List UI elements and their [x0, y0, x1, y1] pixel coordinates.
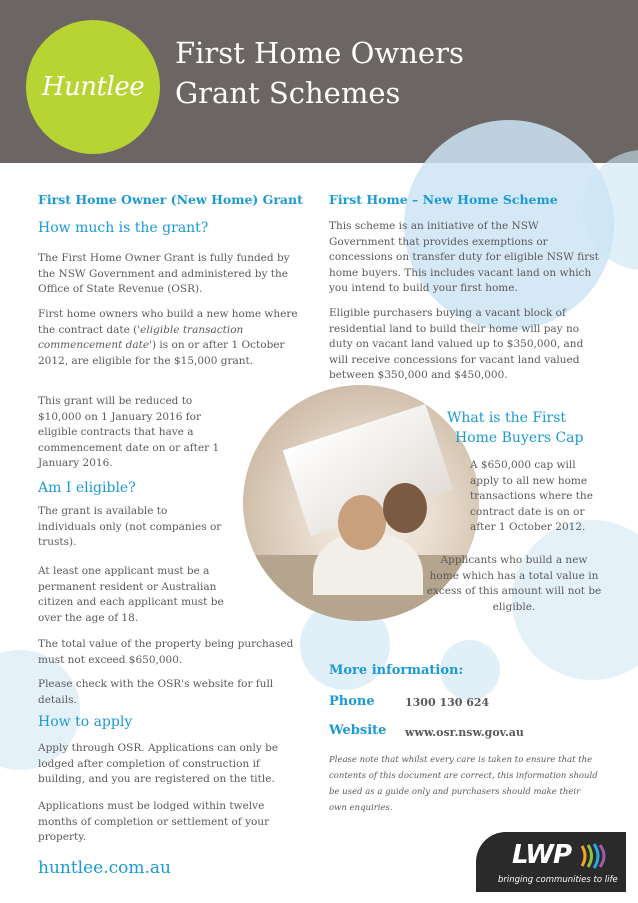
disclaimer: Please note that whilst every care is taken to ensure that the contents of this document are correct, this information should be used as a guide only and purchasers should make their own enquiries.: [329, 755, 598, 813]
lwp-logo: [476, 832, 626, 892]
subheading-how-to-apply: How to apply: [38, 714, 133, 730]
page-title-line-1: First Home Owners: [175, 36, 464, 70]
lwp-logo-text: LWP: [512, 840, 572, 870]
paragraph-excess: Applicants who build a new home which has a total value in excess of this amount will not be eligible.: [426, 554, 602, 613]
lwp-swoosh-icon: [578, 842, 608, 870]
paragraph-individuals: The grant is available to individuals only (not companies or trusts).: [38, 505, 222, 548]
person-head: [383, 483, 427, 533]
person-head: [338, 495, 386, 550]
paragraph-residency: At least one applicant must be a permanent resident or Australian citizen and each applicant must be over the age of 18.: [38, 565, 224, 624]
logo-text: Huntlee: [41, 72, 145, 102]
paragraph-check-osr: Please check with the OSR's website for full details.: [38, 678, 274, 706]
website-label: Website: [329, 723, 387, 738]
subheading-cap-line-2: Home Buyers Cap: [455, 430, 584, 446]
phone-number[interactable]: 1300 130 624: [405, 696, 490, 709]
subheading-cap-line-1: What is the First: [447, 410, 567, 426]
paragraph-property-value: The total value of the property being purchased must not exceed $650,000.: [38, 638, 294, 666]
paragraph-vacant-land: Eligible purchasers buying a vacant block of residential land to build their home will pay no duty on vacant land valued up to $350,000, and will receive concessions for vacant land valued between $350,000 and $450,000.: [329, 307, 584, 381]
paragraph-reduction: This grant will be reduced to $10,000 on 1 January 2016 for eligible contracts that have a commencement date on or after 1 January 2016.: [38, 395, 220, 469]
paragraph-cap: A $650,000 cap will apply to all new home transactions where the contract date is on or after 1 October 2012.: [470, 459, 593, 533]
paragraph-funding: The First Home Owner Grant is fully funded by the NSW Government and administered by the Office of State Revenue (OSR).: [38, 252, 290, 295]
subheading-how-much: How much is the grant?: [38, 220, 209, 236]
paragraph-apply: Apply through OSR. Applications can only be lodged after completion of construction if building, and you are registered on the title.: [38, 742, 279, 785]
lwp-tagline: bringing communities to life: [498, 875, 618, 885]
paragraph-eligibility-date: First home owners who build a new home where the contract date ('eligible transaction commencement date') is on or after 1 October 2012, are eligible for the $15,000 grant.: [38, 308, 298, 367]
more-info-heading: More information:: [329, 663, 464, 678]
huntlee-logo: [26, 20, 160, 154]
paragraph-lodge: Applications must be lodged within twelve months of completion or settlement of your property.: [38, 800, 270, 843]
phone-label: Phone: [329, 694, 375, 709]
footer-website-link[interactable]: huntlee.com.au: [38, 858, 172, 878]
page-title-line-2: Grant Schemes: [175, 76, 401, 110]
subheading-eligible: Am I eligible?: [38, 480, 136, 496]
paragraph-scheme: This scheme is an initiative of the NSW Government that provides exemptions or concessions on transfer duty for eligible NSW first home buyers. This includes vacant land on which you intend to build your first home.: [329, 220, 599, 294]
section-heading-grant: First Home Owner (New Home) Grant: [38, 192, 303, 207]
section-heading-scheme: First Home – New Home Scheme: [329, 192, 558, 207]
website-link[interactable]: www.osr.nsw.gov.au: [405, 726, 524, 739]
